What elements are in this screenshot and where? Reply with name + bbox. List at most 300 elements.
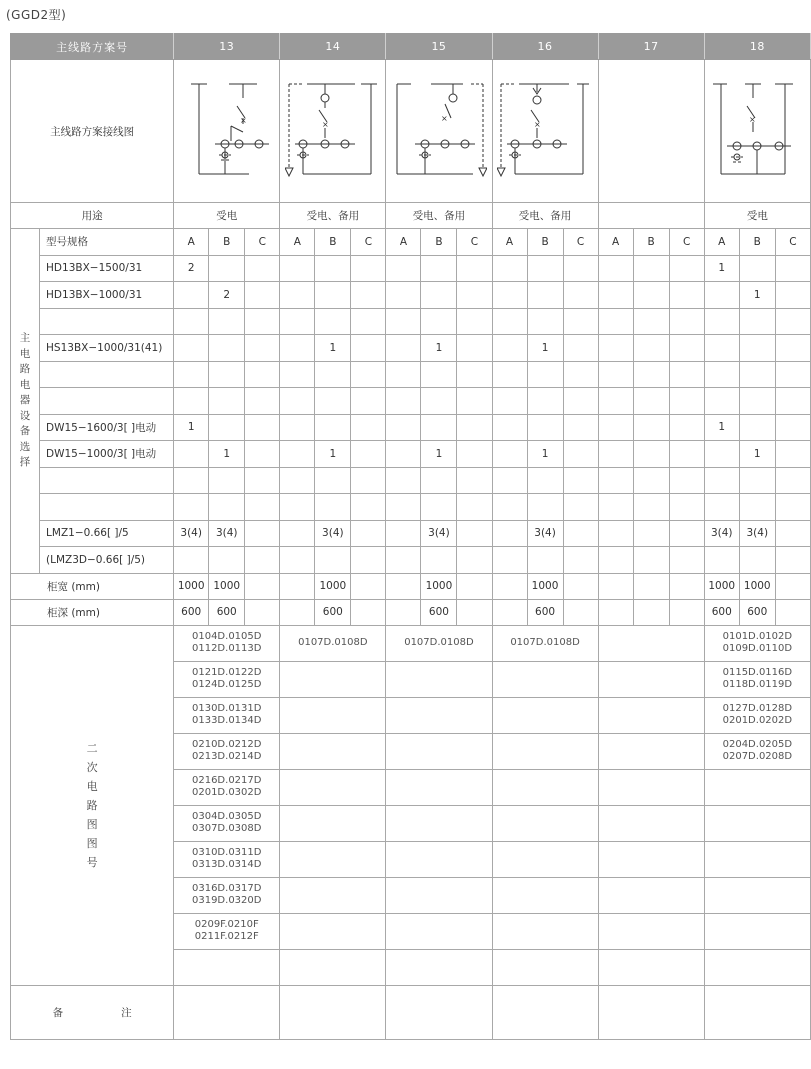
equipment-qty [351, 361, 386, 388]
equipment-qty [209, 467, 245, 494]
equipment-qty [563, 467, 598, 494]
equipment-qty: 1 [739, 441, 775, 468]
secondary-circuit-code [492, 733, 598, 769]
dimension-value [492, 573, 527, 599]
equipment-qty [245, 441, 280, 468]
column-a: A [598, 229, 633, 256]
equipment-name [40, 308, 174, 335]
equipment-qty [633, 494, 669, 521]
notes-cell [280, 985, 386, 1039]
equipment-qty [563, 335, 598, 362]
equipment-qty [386, 282, 421, 309]
equipment-qty [739, 335, 775, 362]
secondary-circuit-code [704, 913, 810, 949]
dimension-value: 1000 [704, 573, 739, 599]
secondary-circuit-code: 0304D.0305D 0307D.0308D [174, 805, 280, 841]
column-b: B [315, 229, 351, 256]
equipment-qty [739, 547, 775, 574]
table-row [11, 573, 811, 599]
dimension-value [351, 573, 386, 599]
equipment-qty [315, 308, 351, 335]
equipment-qty [704, 388, 739, 415]
usage-cell [598, 203, 704, 229]
dimension-value [457, 573, 492, 599]
equipment-qty [527, 414, 563, 441]
equipment-qty [421, 282, 457, 309]
equipment-qty: 1 [704, 255, 739, 282]
equipment-qty [775, 282, 810, 309]
equipment-qty [209, 361, 245, 388]
table-row [11, 494, 811, 521]
equipment-qty: 1 [315, 335, 351, 362]
table-row [11, 255, 811, 282]
equipment-qty [245, 255, 280, 282]
secondary-circuit-code: 0204D.0205D 0207D.0208D [704, 733, 810, 769]
scheme-number-15: 15 [386, 34, 492, 60]
dimension-value: 1000 [421, 573, 457, 599]
equipment-qty [598, 361, 633, 388]
equipment-qty [563, 547, 598, 574]
equipment-qty [457, 282, 492, 309]
secondary-circuit-code [598, 769, 704, 805]
equipment-qty [457, 388, 492, 415]
equipment-qty: 2 [174, 255, 209, 282]
secondary-circuit-code [280, 805, 386, 841]
equipment-qty [633, 414, 669, 441]
diagram-cell-17 [598, 60, 704, 203]
equipment-qty [280, 520, 315, 547]
group-label-char: 备 [19, 425, 31, 437]
scheme-number-13: 13 [174, 34, 280, 60]
dimension-value [633, 599, 669, 625]
notes-cell [704, 985, 810, 1039]
secondary-circuit-code [386, 733, 492, 769]
equipment-qty [704, 361, 739, 388]
table-row [11, 388, 811, 415]
dimension-value [775, 573, 810, 599]
equipment-qty [386, 361, 421, 388]
secondary-circuit-code [174, 949, 280, 985]
equipment-name: HD13BX−1000/31 [40, 282, 174, 309]
equipment-qty [563, 282, 598, 309]
equipment-qty [315, 467, 351, 494]
dimension-value [280, 599, 315, 625]
diagram-cell-18 [704, 60, 810, 203]
group-label-char: 设 [19, 409, 31, 422]
equipment-qty [669, 414, 704, 441]
wiring-diagram-icon [285, 76, 381, 186]
secondary-label-char: 电 [86, 779, 98, 793]
equipment-qty [492, 547, 527, 574]
dimension-label: 柜深 (mm) [11, 599, 174, 625]
equipment-qty [421, 308, 457, 335]
equipment-qty [669, 388, 704, 415]
equipment-qty [386, 494, 421, 521]
equipment-qty [386, 255, 421, 282]
equipment-name: HD13BX−1500/31 [40, 255, 174, 282]
equipment-qty [315, 255, 351, 282]
usage-cell: 受电、备用 [386, 203, 492, 229]
table-row [11, 203, 811, 229]
wiring-diagram-icon [497, 76, 593, 186]
equipment-qty [598, 547, 633, 574]
secondary-circuit-code [280, 841, 386, 877]
equipment-qty [563, 414, 598, 441]
equipment-qty: 3(4) [739, 520, 775, 547]
usage-cell: 受电、备用 [492, 203, 598, 229]
secondary-label-char: 次 [86, 760, 98, 774]
equipment-qty: 3(4) [315, 520, 351, 547]
secondary-circuit-code [598, 841, 704, 877]
equipment-qty [421, 255, 457, 282]
equipment-qty [633, 308, 669, 335]
equipment-qty [775, 547, 810, 574]
dimension-value: 1000 [527, 573, 563, 599]
table-row [11, 282, 811, 309]
equipment-qty [633, 467, 669, 494]
secondary-circuit-code [280, 661, 386, 697]
equipment-qty [775, 308, 810, 335]
equipment-qty [209, 308, 245, 335]
dimension-value: 600 [704, 599, 739, 625]
equipment-qty [174, 494, 209, 521]
secondary-circuit-code: 0104D.0105D 0112D.0113D [174, 625, 280, 661]
equipment-name: DW15−1600/3[ ]电动 [40, 414, 174, 441]
equipment-qty [457, 308, 492, 335]
secondary-circuit-code [386, 697, 492, 733]
dimension-value [563, 599, 598, 625]
equipment-qty [280, 494, 315, 521]
secondary-circuit-code: 0127D.0128D 0201D.0202D [704, 697, 810, 733]
equipment-qty: 1 [739, 282, 775, 309]
table-row [11, 229, 811, 256]
secondary-circuit-code: 0130D.0131D 0133D.0134D [174, 697, 280, 733]
equipment-qty [739, 414, 775, 441]
equipment-qty [386, 467, 421, 494]
scheme-number-17: 17 [598, 34, 704, 60]
equipment-qty [209, 414, 245, 441]
secondary-label-char: 二 [86, 741, 98, 755]
column-a: A [704, 229, 739, 256]
equipment-qty [386, 335, 421, 362]
equipment-qty [280, 255, 315, 282]
column-a: A [280, 229, 315, 256]
equipment-qty [669, 441, 704, 468]
equipment-qty [209, 494, 245, 521]
equipment-qty [421, 414, 457, 441]
equipment-qty [280, 414, 315, 441]
dimension-value [280, 573, 315, 599]
equipment-qty [351, 467, 386, 494]
equipment-qty [421, 467, 457, 494]
table-row [11, 335, 811, 362]
secondary-circuit-label [11, 625, 174, 985]
equipment-qty [775, 467, 810, 494]
dimension-value: 1000 [315, 573, 351, 599]
equipment-qty [527, 308, 563, 335]
secondary-circuit-code [492, 697, 598, 733]
equipment-qty [492, 441, 527, 468]
table-row [11, 625, 811, 661]
group-label-char: 路 [19, 363, 31, 375]
column-c: C [775, 229, 810, 256]
equipment-qty [527, 361, 563, 388]
wiring-diagram-icon [391, 76, 487, 186]
equipment-qty [209, 388, 245, 415]
equipment-qty [492, 255, 527, 282]
secondary-circuit-code [386, 949, 492, 985]
secondary-circuit-code [492, 877, 598, 913]
diagram-cell-15 [386, 60, 492, 203]
table-row [11, 467, 811, 494]
equipment-qty [351, 282, 386, 309]
equipment-qty [669, 547, 704, 574]
equipment-qty [704, 335, 739, 362]
page-caption: (GGD2型) [6, 8, 67, 22]
equipment-qty [669, 255, 704, 282]
equipment-qty [704, 494, 739, 521]
secondary-circuit-code [492, 841, 598, 877]
secondary-circuit-code [598, 661, 704, 697]
secondary-circuit-code [704, 841, 810, 877]
equipment-qty [315, 414, 351, 441]
equipment-qty [280, 388, 315, 415]
dimension-value [386, 599, 421, 625]
equipment-qty [421, 494, 457, 521]
equipment-qty [669, 494, 704, 521]
equipment-qty [492, 308, 527, 335]
equipment-qty [669, 308, 704, 335]
equipment-qty [245, 282, 280, 309]
equipment-qty [351, 335, 386, 362]
dimension-value: 600 [739, 599, 775, 625]
equipment-qty: 3(4) [421, 520, 457, 547]
equipment-qty [351, 308, 386, 335]
equipment-qty [457, 414, 492, 441]
equipment-qty [633, 361, 669, 388]
svg-text:×: × [749, 115, 757, 124]
equipment-qty [386, 441, 421, 468]
diagram-row-label: 主线路方案接线图 [11, 60, 174, 203]
usage-cell: 受电 [174, 203, 280, 229]
equipment-qty [245, 494, 280, 521]
table-row [11, 520, 811, 547]
dimension-value: 600 [174, 599, 209, 625]
secondary-circuit-code: 0115D.0116D 0118D.0119D [704, 661, 810, 697]
secondary-circuit-code [598, 697, 704, 733]
equipment-qty: 1 [527, 441, 563, 468]
equipment-qty [633, 335, 669, 362]
column-b: B [527, 229, 563, 256]
equipment-name [40, 467, 174, 494]
equipment-qty [421, 361, 457, 388]
column-a: A [386, 229, 421, 256]
equipment-qty [315, 547, 351, 574]
secondary-circuit-code [280, 697, 386, 733]
secondary-circuit-code [280, 913, 386, 949]
equipment-qty [245, 547, 280, 574]
equipment-qty [174, 388, 209, 415]
equipment-qty [209, 335, 245, 362]
group-label-char: 主 [19, 332, 31, 344]
dimension-value: 1000 [209, 573, 245, 599]
type-spec-label: 型号规格 [40, 229, 174, 256]
equipment-qty [633, 547, 669, 574]
dimension-value [245, 573, 280, 599]
column-a: A [174, 229, 209, 256]
wiring-diagram-icon [709, 76, 805, 186]
column-c: C [245, 229, 280, 256]
equipment-qty [669, 361, 704, 388]
secondary-circuit-code [704, 805, 810, 841]
secondary-circuit-code: 0101D.0102D 0109D.0110D [704, 625, 810, 661]
equipment-qty [633, 520, 669, 547]
equipment-qty [739, 255, 775, 282]
equipment-qty [704, 282, 739, 309]
equipment-qty [598, 414, 633, 441]
dimension-value [669, 573, 704, 599]
table-row [11, 308, 811, 335]
equipment-qty [386, 547, 421, 574]
secondary-circuit-code [492, 805, 598, 841]
notes-label-left: 备 [52, 1006, 64, 1019]
equipment-qty: 1 [421, 441, 457, 468]
usage-cell: 受电 [704, 203, 810, 229]
dimension-label: 柜宽 (mm) [11, 573, 174, 599]
equipment-qty [563, 255, 598, 282]
equipment-qty [492, 467, 527, 494]
equipment-qty [174, 547, 209, 574]
equipment-qty [174, 441, 209, 468]
equipment-qty [315, 388, 351, 415]
equipment-qty [174, 467, 209, 494]
equipment-qty [563, 520, 598, 547]
secondary-circuit-code: 0209F.0210F 0211F.0212F [174, 913, 280, 949]
equipment-qty [598, 255, 633, 282]
secondary-circuit-code [386, 805, 492, 841]
equipment-qty [598, 388, 633, 415]
dimension-value [669, 599, 704, 625]
equipment-qty [598, 335, 633, 362]
secondary-circuit-code [598, 733, 704, 769]
equipment-qty [457, 441, 492, 468]
secondary-circuit-code [280, 769, 386, 805]
equipment-qty [457, 520, 492, 547]
secondary-circuit-code [598, 877, 704, 913]
dimension-value [351, 599, 386, 625]
equipment-qty: 3(4) [527, 520, 563, 547]
equipment-qty [704, 441, 739, 468]
equipment-qty: 3(4) [209, 520, 245, 547]
column-b: B [633, 229, 669, 256]
svg-text:×: × [321, 120, 329, 129]
scheme-number-16: 16 [492, 34, 598, 60]
dimension-value: 600 [527, 599, 563, 625]
equipment-qty [527, 255, 563, 282]
equipment-qty: 3(4) [704, 520, 739, 547]
equipment-qty [492, 335, 527, 362]
notes-cell [386, 985, 492, 1039]
equipment-qty [775, 414, 810, 441]
equipment-qty: 2 [209, 282, 245, 309]
secondary-circuit-code [386, 841, 492, 877]
equipment-qty [280, 467, 315, 494]
equipment-qty [351, 494, 386, 521]
column-b: B [209, 229, 245, 256]
equipment-qty [280, 441, 315, 468]
equipment-qty [421, 388, 457, 415]
equipment-qty [598, 308, 633, 335]
secondary-circuit-code [704, 877, 810, 913]
equipment-qty [174, 282, 209, 309]
dimension-value: 600 [209, 599, 245, 625]
equipment-qty [669, 520, 704, 547]
secondary-circuit-code [704, 769, 810, 805]
equipment-qty: 1 [527, 335, 563, 362]
secondary-circuit-code [598, 913, 704, 949]
equipment-qty [704, 467, 739, 494]
svg-text:×: × [440, 114, 448, 123]
equipment-qty [669, 282, 704, 309]
scheme-number-header: 主线路方案号 [11, 34, 174, 60]
equipment-name [40, 361, 174, 388]
equipment-qty [280, 282, 315, 309]
dimension-value [598, 599, 633, 625]
equipment-qty [704, 308, 739, 335]
diagram-cell-14 [280, 60, 386, 203]
dimension-value [492, 599, 527, 625]
secondary-circuit-code [598, 625, 704, 661]
equipment-name: HS13BX−1000/31(41) [40, 335, 174, 362]
equipment-qty [174, 335, 209, 362]
equipment-qty [245, 467, 280, 494]
secondary-circuit-code [492, 949, 598, 985]
secondary-circuit-code: 0121D.0122D 0124D.0125D [174, 661, 280, 697]
scheme-table [10, 33, 811, 1040]
group-label-char: 电 [19, 347, 31, 360]
secondary-circuit-code [386, 913, 492, 949]
secondary-circuit-code: 0107D.0108D [280, 625, 386, 661]
dimension-value: 600 [315, 599, 351, 625]
equipment-qty [527, 547, 563, 574]
table-row [11, 441, 811, 468]
dimension-value [598, 573, 633, 599]
column-b: B [421, 229, 457, 256]
equipment-qty [457, 494, 492, 521]
equipment-qty [598, 467, 633, 494]
equipment-qty [174, 361, 209, 388]
equipment-qty [633, 282, 669, 309]
dimension-value: 1000 [174, 573, 209, 599]
secondary-circuit-code [386, 769, 492, 805]
secondary-label-char: 图 [86, 817, 98, 831]
dimension-value: 600 [421, 599, 457, 625]
secondary-circuit-code [598, 949, 704, 985]
secondary-circuit-code [704, 949, 810, 985]
equipment-name: DW15−1000/3[ ]电动 [40, 441, 174, 468]
dimension-value [633, 573, 669, 599]
equipment-qty [174, 308, 209, 335]
equipment-qty [598, 441, 633, 468]
svg-text:×: × [239, 116, 247, 125]
notes-cell [598, 985, 704, 1039]
equipment-qty: 3(4) [174, 520, 209, 547]
diagram-cell-16 [492, 60, 598, 203]
equipment-qty [633, 441, 669, 468]
equipment-qty [351, 441, 386, 468]
secondary-circuit-code [492, 913, 598, 949]
dimension-value [245, 599, 280, 625]
